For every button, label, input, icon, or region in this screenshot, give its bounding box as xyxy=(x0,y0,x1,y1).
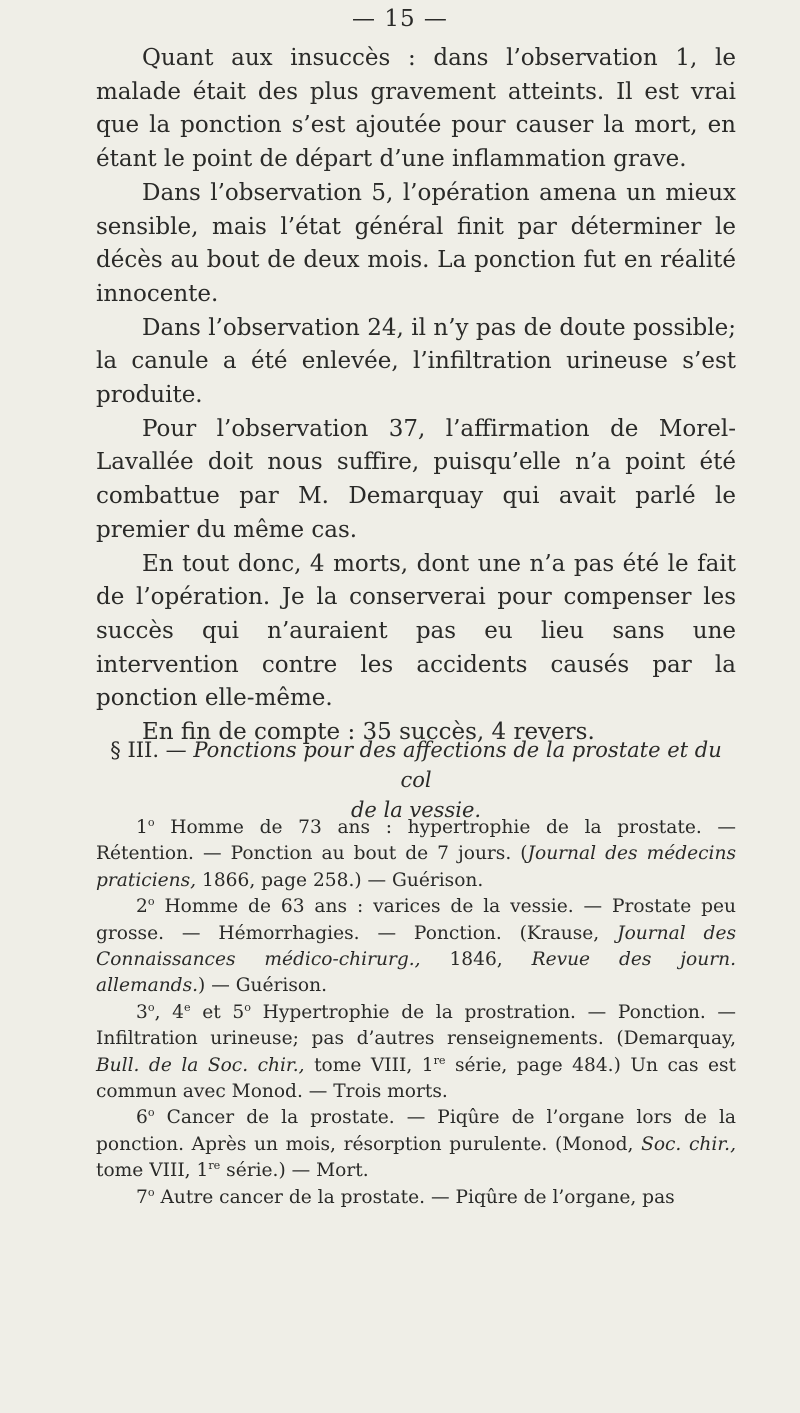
section-title-line1: Ponctions pour des affections de la prostate et du col xyxy=(193,738,722,792)
case-3-4-5: 3$^o$, 4e et 5$^o$ Hypertrophie de la prostration. — Ponction. — Infiltration urineuse; pas d’autres renseignements. (Demarquay, Bull. de la Soc. chir., tome VIII, 1re série, page 484.) Un cas est commun avec Monod. — Trois morts. xyxy=(96,1000,736,1103)
section-label: § III. — xyxy=(110,738,194,762)
case-list xyxy=(96,815,736,1211)
section-heading xyxy=(96,735,736,825)
case-6: 6$^o$ Cancer de la prostate. — Piqûre de l’organe lors de la ponction. Après un mois, résorption purulente. (Monod, Soc. chir., tome VIII, 1re série.) — Mort. xyxy=(96,1106,736,1182)
paragraph-summary: En tout donc, 4 morts, dont une n’a pas été le fait de l’opération. Je la conserverai pour compenser les succès qui n’auraient pas eu lieu sans une intervention contre les accidents causés par la ponction elle-même. xyxy=(96,550,736,712)
case-7: 7$^o$ Autre cancer de la prostate. — Piqûre de l’organe, pas xyxy=(136,1185,675,1208)
paragraph-final-count: En fin de compte : 35 succès, 4 revers. xyxy=(142,719,595,746)
paragraph-observation-24: Dans l’observation 24, il n’y pas de doute possible; la canule a été enlevée, l’infiltration urineuse s’est produite. xyxy=(96,314,736,409)
section-title-line2: de la vessie. xyxy=(350,798,482,822)
main-text xyxy=(96,42,736,750)
paragraph-observation-5: Dans l’observation 5, l’opération amena un mieux sensible, mais l’état général finit par déterminer le décès au bout de deux mois. La ponction fut en réalité innocente. xyxy=(96,179,736,307)
paragraph-observation-37: Pour l’observation 37, l’affirmation de Morel-Lavallée doit nous suffire, puisqu’elle n’a point été combattue par M. Demarquay qui avait parlé le premier du même cas. xyxy=(96,415,736,543)
case-1: 1$^o$ Homme de 73 ans : hypertrophie de la prostate. — Rétention. — Ponction au bout de 7 jours. (Journal des médecins praticiens, 1866, page 258.) — Guérison. xyxy=(96,815,736,891)
paragraph-insucces: Quant aux insuccès : dans l’observation 1, le malade était des plus gravement atteints. Il est vrai que la ponction s’est ajoutée pour causer la mort, en étant le point de départ d’une inflammation grave. xyxy=(96,45,736,173)
case-2: 2$^o$ Homme de 63 ans : varices de la vessie. — Prostate peu grosse. — Hémorrhagies. — Ponction. (Krause, Journal des Connaissances médico-chirurg., 1846, Revue des journ. allemands.) — Guérison. xyxy=(96,895,736,997)
page-number: — 15 — xyxy=(352,6,448,32)
